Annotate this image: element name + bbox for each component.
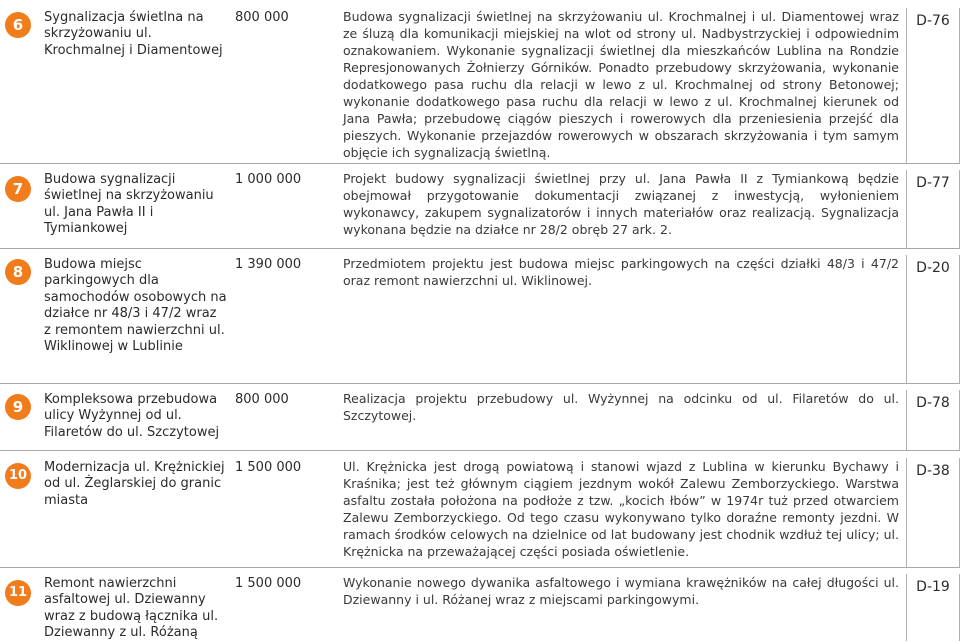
project-amount: 1 390 000 — [235, 257, 302, 272]
row-number-badge: 6 — [5, 12, 31, 38]
project-title: Remont nawierzchni asfaltowej ul. Dziewanny wraz z budową łącznika ul. Dziewanny z ul. Różaną — [44, 576, 219, 641]
project-amount: 1 500 000 — [235, 576, 302, 591]
project-code: D-20 — [906, 255, 960, 383]
project-title: Modernizacja ul. Krężnickiej od ul. Żeglarskiej do granic miasta — [44, 460, 225, 508]
row-number-badge: 7 — [5, 176, 31, 202]
project-description: Projekt budowy sygnalizacji świetlnej przy ul. Jana Pawła II z Tymiankową będzie obejmował przygotowanie dokumentacji związanej z inwestycją, wyłonieniem wykonawcy, zakupem sygnalizatorów i innych materiałów oraz realizacją. Sygnalizacja wykonana będzie na działce nr 28/2 obręb 27 ark. 2. — [343, 171, 899, 237]
table-row — [0, 451, 960, 568]
table-row — [0, 0, 960, 164]
project-code: D-78 — [906, 390, 960, 450]
row-number-badge: 8 — [5, 259, 31, 285]
project-title: Sygnalizacja świetlna na skrzyżowaniu ul. Krochmalnej i Diamentowej — [44, 10, 223, 58]
table-row — [0, 249, 960, 384]
project-title: Budowa miejsc parkingowych dla samochodów osobowych na działce nr 48/3 i 47/2 wraz z remontem nawierzchni ul. Wiklinowej w Lublinie — [44, 257, 227, 355]
row-number-badge: 10 — [5, 463, 31, 489]
table-row — [0, 384, 960, 451]
project-description: Ul. Krężnicka jest drogą powiatową i stanowi wjazd z Lublina w kierunku Bychawy i Kraśnika; jest też głównym ciągiem jezdnym wokół Zalewu Zemborzyckiego. Warstwa asfaltu została położona na podłoże z tzw. „kocich łbów” w 1974r tuż przed otwarciem Zalewu Zemborzyckiego. Od tego czasu wykonywano tylko doraźne remonty jezdni. W ramach środków celowych na dzielnice od lat budowany jest chodnik wzdłuż tej ulicy; ul. Krężnicka na przeważającej części posiada oświetlenie. — [343, 459, 899, 559]
row-number-badge: 9 — [5, 394, 31, 420]
project-amount: 800 000 — [235, 392, 289, 407]
project-title: Kompleksowa przebudowa ulicy Wyżynnej od ul. Filaretów do ul. Szczytowej — [44, 392, 220, 440]
project-code: D-38 — [906, 458, 960, 567]
project-description: Realizacja projektu przebudowy ul. Wyżynnej na odcinku od ul. Filaretów do ul. Szczytowej. — [343, 391, 899, 423]
project-code: D-76 — [906, 8, 960, 163]
project-amount: 800 000 — [235, 10, 289, 25]
project-amount: 1 500 000 — [235, 460, 302, 475]
project-description: Budowa sygnalizacji świetlnej na skrzyżowaniu ul. Krochmalnej i ul. Diamentowej wraz ze śluzą dla komunikacji miejskiej na wlot od strony ul. Nadbystrzyckiej i odpowiednim oznakowaniem. Wykonanie sygnalizacji świetlnej dla mieszkańców Lublina na Rondzie Represjonowanych Żołnierzy Górników. Ponadto przebudowy skrzyżowania, wykonanie dodatkowego pasa ruchu dla relacji w lewo z ul. Krochmalnej od strony Betonowej; wykonanie dodatkowego pasa ruchu dla relacji w lewo z ul. Krochmalnej kierunek od Jana Pawła; przebudowę ciągów pieszych i rowerowych dla przeniesienia przejść dla pieszych. Wykonanie przejazdów rowerowych w obszarach skrzyżowania i tym samym objęcie ich sygnalizacją świetlną. — [343, 9, 899, 160]
project-amount: 1 000 000 — [235, 172, 302, 187]
table-row — [0, 568, 960, 641]
project-code: D-77 — [906, 170, 960, 248]
project-code: D-19 — [906, 574, 960, 641]
project-description: Wykonanie nowego dywanika asfaltowego i wymiana krawężników na całej długości ul. Dziewanny i ul. Różanej wraz z miejscami parkingowymi. — [343, 575, 899, 607]
project-description: Przedmiotem projektu jest budowa miejsc parkingowych na części działki 48/3 i 47/2 oraz remont nawierzchni ul. Wiklinowej. — [343, 256, 899, 288]
table-row — [0, 164, 960, 249]
project-title: Budowa sygnalizacji świetlnej na skrzyżowaniu ul. Jana Pawła II i Tymiankowej — [44, 172, 214, 237]
row-number-badge: 11 — [5, 580, 31, 606]
